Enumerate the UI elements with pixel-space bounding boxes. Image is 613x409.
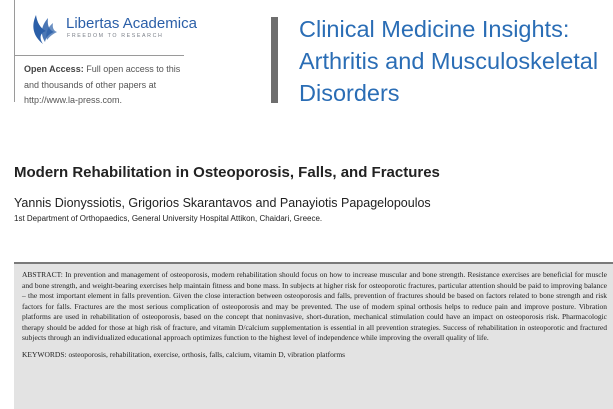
abstract-text: In prevention and management of osteoporosis, modern rehabilitation should focus on how to increase muscular and bone strength. Resistance exercises are beneficial for muscle and bone strength, and weight-bearing exercises help maintain fitness and bone mass. In subjects at higher risk for osteoporotic fractures, particular attention should be paid to improving balance – the most important element in falls prevention. Given the close interaction between osteoporosis and falls, prevention of fractures should be based on factors related to bone strength and risk factors for falls. Fractures are the most serious complication of osteoporosis and may be prevented. The use of modern spinal orthosis helps to reduce pain and improve posture. Vibration platforms are used in rehabilitation of osteoporosis, based on the concept that noninvasive, short-duration, mechanical stimulation could have an impact on osteoporosis risk. Pharmacologic therapy should be added for those at high risk of fracture, and vitamin D/calcium supplementation is essential in all prevention strategies. Success of rehabilitation in osteoporotic and fractured subjects through an individualized educational approach optimizes function to the highest level of independence while improving the overall quality of life. [22,270,607,342]
publisher-divider-vertical [14,0,15,102]
journal-accent-bar [271,17,278,103]
publisher-block [14,0,197,105]
journal-title: Clinical Medicine Insights: Arthritis and Musculoskeletal Disorders [299,16,599,106]
publisher-divider-horizontal [14,55,184,56]
keywords-text: osteoporosis, rehabilitation, exercise, orthosis, falls, calcium, vitamin D, vibration platforms [68,349,346,359]
article-affiliation: 1st Department of Orthopaedics, General University Hospital Attikon, Chaidari, Greece. [14,214,323,223]
abstract-paragraph [22,270,607,344]
keywords-label: KEYWORDS: [22,349,67,359]
abstract-label: ABSTRACT: [22,270,63,279]
publisher-tagline: FREEDOM TO RESEARCH [67,33,164,39]
libertas-logo-icon [22,4,64,46]
keywords-paragraph [22,350,607,361]
article-title: Modern Rehabilitation in Osteoporosis, Falls, and Fractures [14,164,440,181]
publisher-name: Libertas Academica [66,15,197,32]
open-access-label: Open Access: [24,64,84,74]
article-authors: Yannis Dionyssiotis, Grigorios Skarantavos and Panayiotis Papagelopoulos [14,196,431,210]
open-access-text: Full open access to this and thousands of other papers at http://www.la-press.com. [24,64,181,105]
open-access-notice [24,62,186,109]
abstract-box [14,262,613,409]
